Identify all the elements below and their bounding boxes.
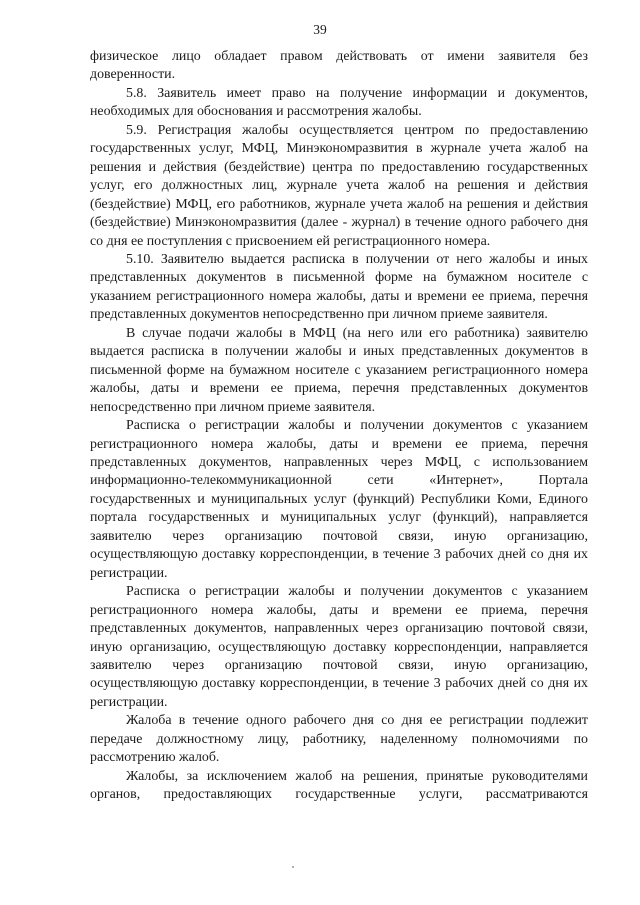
- paragraph-mfc-receipt: В случае подачи жалобы в МФЦ (на него или его работника) заявителю выдается расписка в получении жалобы и иных представленных документов в письменной форме на бумажном носителе с указанием регистрационного номера жалобы, даты и времени ее приема, перечня представленных документов непосредственно при личном приеме заявителя.: [90, 325, 588, 415]
- paragraph-receipt-internet: Расписка о регистрации жалобы и получении документов с указанием регистрационного номера жалобы, даты и времени ее приема, перечня представленных документов, направленных через МФЦ, с использованием информационно-телекоммуникационной сети «Интернет», Портала государственных и муниципальных услуг (функций) Республики Коми, Единого портала государственных и муниципальных услуг (функций), направляется заявителю через организацию почтовой связи, иную организацию, осуществляющую доставку корреспонденции, в течение 3 рабочих дней со дня их регистрации.: [90, 418, 588, 581]
- paragraph-continuation: физическое лицо обладает правом действовать от имени заявителя без доверенности.: [90, 49, 588, 83]
- paragraph-review: Жалобы, за исключением жалоб на решения, принятые руководителями органов, предоставляющих государственные услуги, рассматриваются: [90, 768, 588, 803]
- document-body: [90, 48, 588, 805]
- paragraph-5-9: 5.9. Регистрация жалобы осуществляется центром по предоставлению государственных услуг, МФЦ, Минэкономразвития в журнале учета жалоб на решения и действия (бездействие) центра по предоставлению государственных услуг, его должностных лиц, журнале учета жалоб на решения и действия (бездействие) МФЦ, его работников, журнале учета жалоб на решения и действия (бездействие) Минэкономразвития (далее - журнал) в течение одного рабочего дня со дня ее поступления с присвоением ей регистрационного номера.: [90, 122, 588, 249]
- paragraph-5-10: 5.10. Заявителю выдается расписка в получении от него жалобы и иных представленных документов в письменной форме на бумажном носителе с указанием регистрационного номера жалобы, даты и времени ее приема, перечня представленных документов непосредственно при личном приеме заявителя.: [90, 251, 588, 323]
- paragraph-5-8: 5.8. Заявитель имеет право на получение информации и документов, необходимых для обоснования и рассмотрения жалобы.: [90, 85, 588, 120]
- scan-speck: [292, 866, 294, 868]
- paragraph-receipt-postal: Расписка о регистрации жалобы и получении документов с указанием регистрационного номера жалобы, даты и времени ее приема, перечня представленных документов, направленных через организацию почтовой связи, иную организацию, осуществляющую доставку корреспонденции, направляется заявителю через организацию почтовой связи, иную организацию, осуществляющую доставку корреспонденции, в течение 3 рабочих дней со дня их регистрации.: [90, 584, 588, 710]
- page-number: 39: [313, 22, 327, 37]
- paragraph-transfer: Жалоба в течение одного рабочего дня со дня ее регистрации подлежит передаче должностному лицу, работнику, наделенному полномочиями по рассмотрению жалоб.: [90, 713, 588, 766]
